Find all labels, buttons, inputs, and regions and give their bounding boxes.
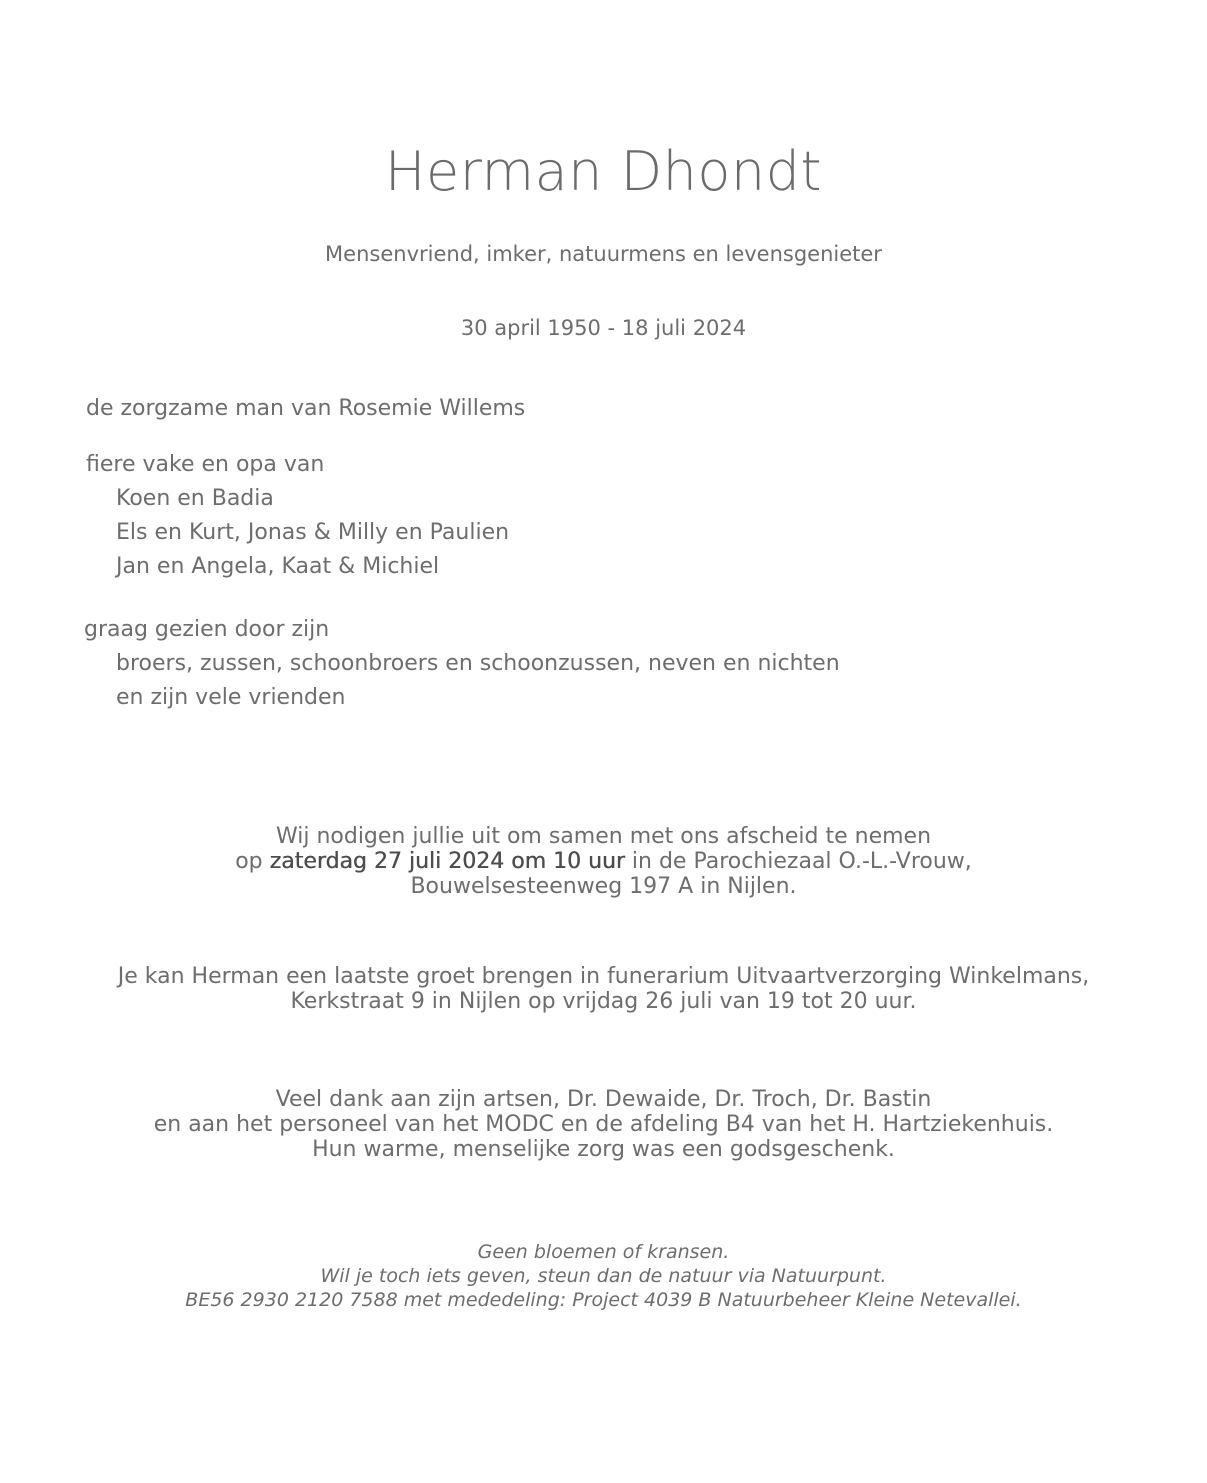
thanks-line: Hun warme, menselijke zorg was een godsgeschenk. <box>312 1137 895 1162</box>
deceased-name: Herman Dhondt <box>384 140 823 203</box>
invitation-suffix: in de Parochiezaal O.-L.-Vrouw, <box>624 849 972 874</box>
thanks-block <box>0 1087 1207 1162</box>
relatives-line: broers, zussen, schoonbroers en schoonzussen, neven en nichten <box>116 651 840 676</box>
relatives-line: en zijn vele vrienden <box>116 685 346 710</box>
thanks-line: en aan het personeel van het MODC en de afdeling B4 van het H. Hartziekenhuis. <box>153 1112 1054 1137</box>
children-line: Jan en Angela, Kaat & Michiel <box>116 554 440 579</box>
children-intro: fiere vake en opa van <box>86 452 325 477</box>
spouse-line: de zorgzame man van Rosemie Willems <box>86 396 526 421</box>
donation-block <box>0 1240 1207 1312</box>
invitation-block <box>0 824 1207 899</box>
life-dates: 30 april 1950 - 18 juli 2024 <box>460 316 747 340</box>
visitation-line: Je kan Herman een laatste groet brengen in funerarium Uitvaartverzorging Winkelmans, <box>117 964 1090 989</box>
visitation-line: Kerkstraat 9 in Nijlen op vrijdag 26 juli van 19 tot 20 uur. <box>290 989 917 1014</box>
relatives-intro: graag gezien door zijn <box>84 617 330 642</box>
invitation-line: Wij nodigen jullie uit om samen met ons afscheid te nemen <box>275 824 932 849</box>
children-line: Koen en Badia <box>116 486 274 511</box>
children-line: Els en Kurt, Jonas & Milly en Paulien <box>116 520 510 545</box>
subtitle: Mensenvriend, imker, natuurmens en levensgenieter <box>325 242 882 266</box>
invitation-line: Bouwelsesteenweg 197 A in Nijlen. <box>410 874 797 899</box>
invitation-prefix: op <box>235 849 270 874</box>
ceremony-datetime: zaterdag 27 juli 2024 om 10 uur <box>269 849 625 874</box>
invitation-line <box>0 849 1207 874</box>
donation-line: BE56 2930 2120 7588 met mededeling: Project 4039 B Natuurbeheer Kleine Netevallei. <box>185 1289 1022 1311</box>
visitation-block <box>0 964 1207 1014</box>
donation-line: Wil je toch iets geven, steun dan de natuur via Natuurpunt. <box>320 1265 887 1287</box>
donation-line: Geen bloemen of kransen. <box>477 1241 730 1263</box>
thanks-line: Veel dank aan zijn artsen, Dr. Dewaide, Dr. Troch, Dr. Bastin <box>275 1087 932 1112</box>
